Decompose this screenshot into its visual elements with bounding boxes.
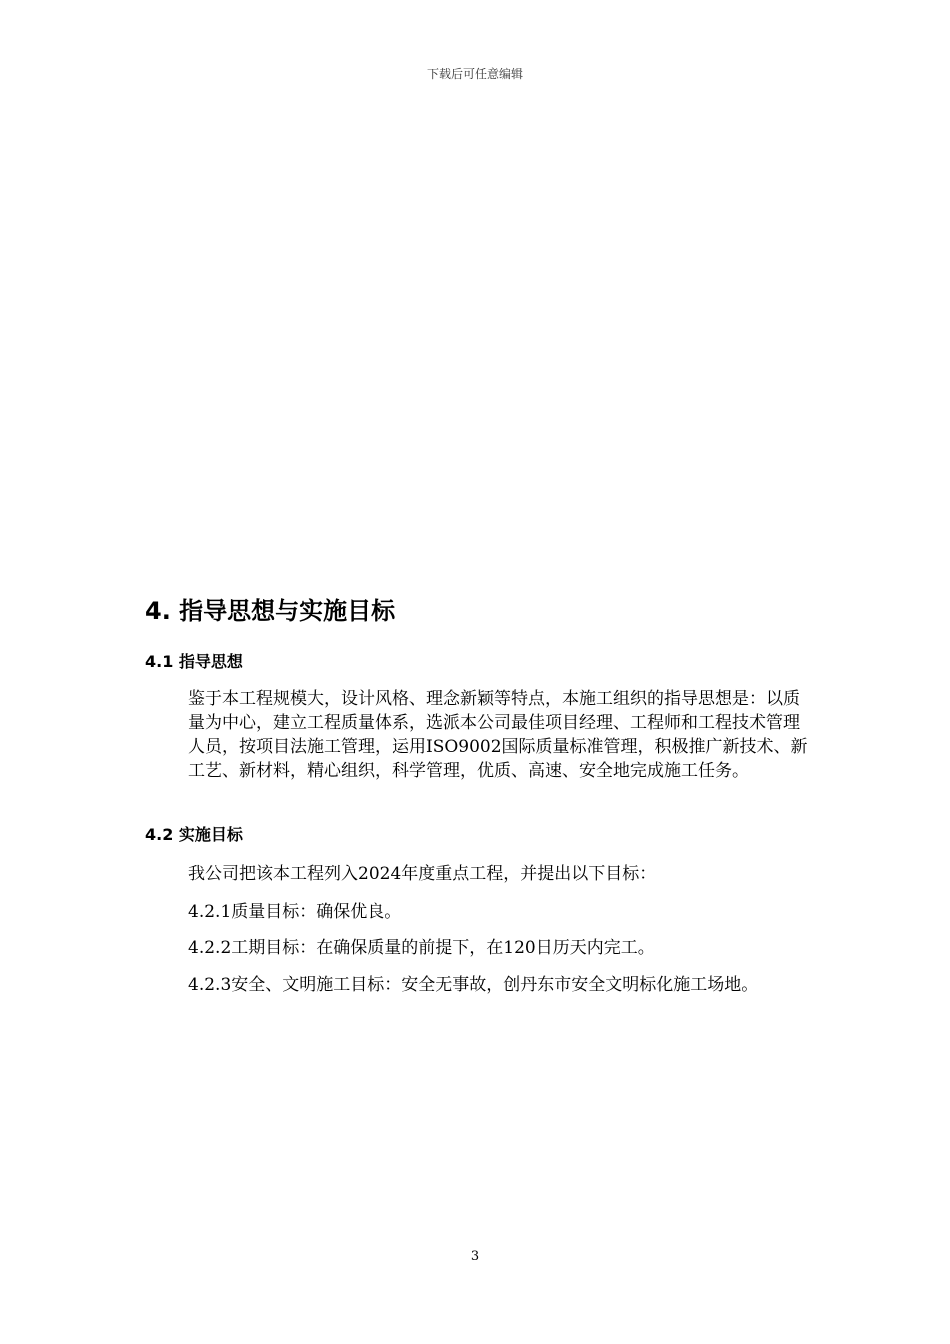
section-title: 4. 指导思想与实施目标 bbox=[145, 597, 396, 625]
subsection-title-guiding-ideology: 4.1 指导思想 bbox=[145, 652, 243, 671]
paragraph-quality-goal: 4.2.1质量目标：确保优良。 bbox=[188, 902, 402, 922]
paragraph-guiding-ideology: 鉴于本工程规模大，设计风格、理念新颖等特点，本施工组织的指导思想是：以质量为中心，建立工程质量体系，选派本公司最佳项目经理、工程师和工程技术管理人员，按项目法施工管理，运用ISO9002国际质量标准管理，积极推广新技术、新工艺、新材料，精心组织，科学管理，优质、高速、安全地完成施工任务。 bbox=[188, 689, 808, 781]
paragraph-goals-intro: 我公司把该本工程列入2024年度重点工程，并提出以下目标： bbox=[188, 864, 657, 884]
subsection-title-implementation-goals: 4.2 实施目标 bbox=[145, 825, 243, 844]
page-number: 3 bbox=[470, 1249, 480, 1264]
paragraph-safety-goal: 4.2.3安全、文明施工目标：安全无事故，创丹东市安全文明标化施工场地。 bbox=[188, 975, 759, 995]
paragraph-schedule-goal: 4.2.2工期目标：在确保质量的前提下，在120日历天内完工。 bbox=[188, 938, 655, 958]
page-header: 下载后可任意编辑 bbox=[426, 67, 523, 81]
